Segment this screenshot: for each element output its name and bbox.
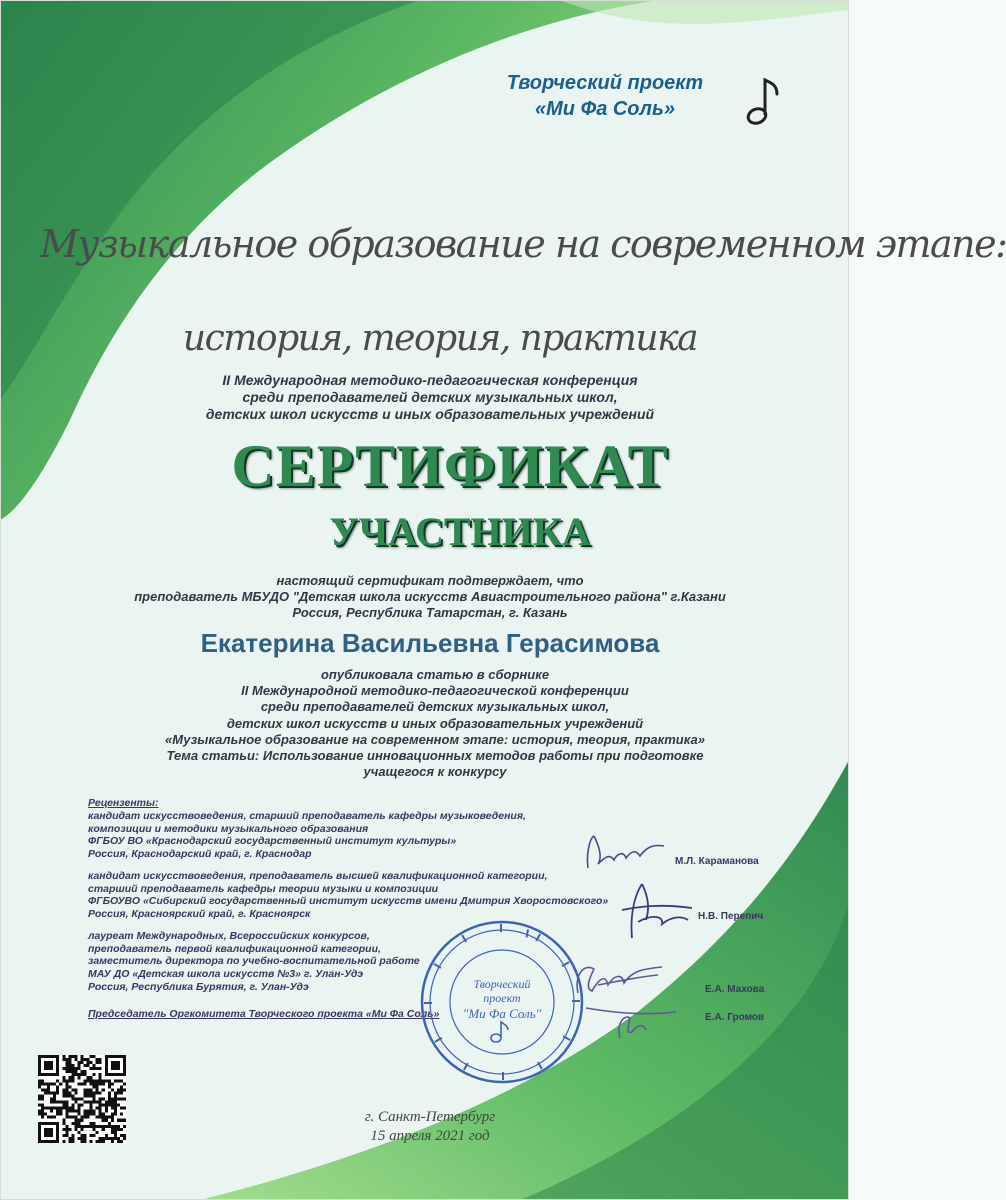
brand-line-1: Творческий проект: [506, 72, 704, 94]
certificate-subheading: УЧАСТНИКА: [329, 509, 591, 554]
publication-line: учащегося к конкурсу: [363, 764, 507, 780]
signature-perepich: [612, 876, 702, 946]
signatory-karamanova: М.Л. Караманова: [675, 856, 759, 867]
reviewer-line: ФГБОУ ВО «Краснодарский государственный институт культуры»: [88, 835, 457, 848]
issue-place-date: [260, 1108, 600, 1146]
confirmation-text: [110, 573, 750, 621]
publication-line: опубликовала статью в сборнике: [320, 667, 550, 682]
brand-title: [480, 70, 730, 122]
conference-title-line-2: история, теория, практика: [182, 318, 698, 359]
publication-text: [110, 667, 760, 780]
conference-title-line-1: Музыкальное образование на современном этапе:: [40, 222, 1006, 266]
signature-karamanova: [580, 828, 670, 878]
stamp-music-note-icon: [491, 1022, 508, 1042]
publication-line: детских школ искусств и иных образовательных учреждений: [226, 715, 644, 731]
confirmation-line: преподаватель МБУДО "Детская школа искусств Авиастроительного района" г.Казани: [134, 589, 726, 604]
reviewer-1: [88, 810, 526, 861]
reviewers-heading: Рецензенты:: [88, 797, 159, 809]
signature-gromov: [580, 998, 680, 1048]
signatory-makhova: Е.А. Махова: [705, 984, 765, 995]
publication-line: Тема статьи: Использование инновационных методов работы при подготовке: [166, 748, 704, 764]
participant-name: Екатерина Васильевна Герасимова: [200, 628, 660, 658]
reviewer-3: [88, 930, 420, 994]
reviewer-line: Россия, Красноярский край, г. Красноярск: [88, 908, 311, 921]
brand-line-2: «Ми Фа Соль»: [535, 98, 675, 120]
publication-line: среди преподавателей детских музыкальных школ,: [260, 699, 610, 715]
confirmation-line: Россия, Республика Татарстан, г. Казань: [292, 605, 568, 620]
reviewer-line: старший преподаватель кафедры теории музыки и композиции: [88, 882, 439, 895]
certificate-heading: СЕРТИФИКАТ: [231, 433, 669, 499]
reviewer-line: МАУ ДО «Детская школа искусств №3» г. Улан-Удэ: [88, 968, 364, 981]
reviewer-line: ФГБОУВО «Сибирский государственный институт искусств имени Дмитрия Хворостовского»: [88, 895, 609, 908]
qr-code: [38, 1055, 126, 1143]
conference-line: среди преподавателей детских музыкальных школ,: [242, 389, 618, 405]
music-note-icon: [745, 70, 785, 130]
reviewer-line: кандидат искусствоведения, старший преподаватель кафедры музыковедения,: [88, 810, 526, 822]
reviewer-line: кандидат искусствоведения, преподаватель высшей квалификационной категории,: [88, 870, 548, 882]
reviewer-2: [88, 870, 608, 921]
organization-stamp: [418, 918, 586, 1086]
conference-description: [150, 372, 710, 423]
stamp-line-1: Творческий: [473, 977, 531, 991]
reviewer-line: Россия, Республика Бурятия, г. Улан-Удэ: [88, 980, 309, 993]
signatory-perepich: Н.В. Перепич: [698, 911, 764, 922]
reviewer-line: преподаватель первой квалификационной категории,: [88, 942, 381, 955]
stamp-line-3: "Ми Фа Соль": [462, 1006, 542, 1021]
publication-line: «Музыкальное образование на современном этапе: история, теория, практика»: [165, 731, 705, 747]
reviewer-line: лауреат Международных, Всероссийских конкурсов,: [88, 930, 370, 942]
conference-line: детских школ искусств и иных образовательных учреждений: [205, 406, 655, 422]
reviewer-line: Россия, Краснодарский край, г. Краснодар: [88, 848, 312, 861]
reviewer-line: заместитель директора по учебно-воспитательной работе: [88, 955, 420, 968]
issue-city: г. Санкт-Петербург: [364, 1109, 496, 1125]
issue-date: 15 апреля 2021 год: [370, 1128, 490, 1144]
confirmation-line: настоящий сертификат подтверждает, что: [276, 573, 584, 588]
publication-line: II Международной методико-педагогической конференции: [241, 683, 629, 699]
stamp-line-2: проект: [483, 991, 521, 1005]
conference-line: II Международная методико-педагогическая конференция: [222, 372, 638, 388]
chair-line: Председатель Оргкомитета Творческого проекта «Ми Фа Соль»: [88, 1008, 440, 1020]
signatory-gromov: Е.А. Громов: [705, 1012, 765, 1023]
reviewer-line: композиции и методики музыкального образования: [88, 822, 369, 835]
